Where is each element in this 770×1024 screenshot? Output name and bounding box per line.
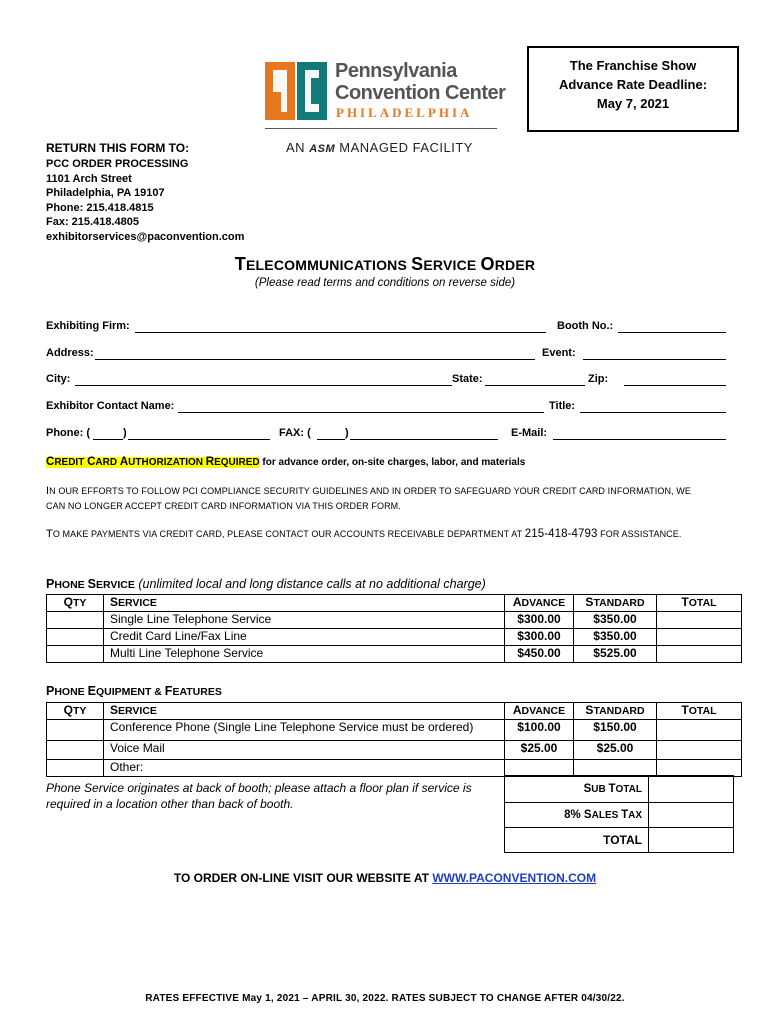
contact-name-field[interactable] xyxy=(178,400,544,413)
heading-part: ERVICE xyxy=(95,579,135,591)
document-title xyxy=(0,254,770,275)
heading-part: HONE xyxy=(54,579,88,591)
payment-contact-paragraph xyxy=(46,527,696,542)
phone-equipment-table xyxy=(46,702,742,777)
standard-header xyxy=(574,703,657,720)
hdr-part: Q xyxy=(63,595,73,609)
return-line: Philadelphia, PA 19107 xyxy=(46,187,165,199)
service-header xyxy=(104,595,505,612)
return-form-title: RETURN THIS FORM TO: xyxy=(46,141,190,155)
standard-header xyxy=(574,595,657,612)
fax-paren-close: ) xyxy=(345,427,349,439)
para-text: N OUR EFFORTS TO FOLLOW PCI COMPLIANCE SECURITY GUIDELINES AND IN ORDER TO SAFEGUARD YOUR CREDIT CARD INFORMATION, WE CAN NO LONGER ACCEPT CREDIT CARD INFORMATION VIA THIS ORDER FORM. xyxy=(46,486,691,511)
hdr-part: ERVICE xyxy=(118,597,157,609)
state-field[interactable] xyxy=(485,373,585,386)
hdr-part: T xyxy=(681,595,689,609)
subtotal-label xyxy=(505,776,649,803)
website-link[interactable]: WWW.PACONVENTION.COM xyxy=(432,871,597,885)
label-part: ALES xyxy=(591,810,622,821)
title-field[interactable] xyxy=(580,400,726,413)
hdr-part: S xyxy=(110,595,119,609)
phone-number-field[interactable] xyxy=(128,427,270,440)
booth-no-field[interactable] xyxy=(618,320,726,333)
total-header xyxy=(657,703,742,720)
tax-row xyxy=(505,803,734,828)
heading-part: F xyxy=(164,684,173,698)
hdr-part: DVANCE xyxy=(521,597,566,609)
sales-tax-label xyxy=(505,803,649,828)
advance-price: $100.00 xyxy=(505,720,574,741)
credit-part: R xyxy=(205,456,215,468)
deadline-show-name: The Franchise Show xyxy=(569,58,697,73)
qty-cell[interactable] xyxy=(47,741,104,760)
hdr-part: Q xyxy=(63,703,73,717)
table-row xyxy=(47,760,742,777)
advance-price: $300.00 xyxy=(505,612,574,629)
heading-part: S xyxy=(87,577,96,591)
total-header xyxy=(657,595,742,612)
credit-notice-rest: for advance order, on-site charges, labor, and materials xyxy=(259,457,526,468)
qty-cell[interactable] xyxy=(47,720,104,741)
asm-mark: ASM xyxy=(309,143,336,155)
hdr-part: TANDARD xyxy=(593,597,645,609)
standard-price: $350.00 xyxy=(574,629,657,646)
credit-part: A xyxy=(119,456,129,468)
standard-price: $525.00 xyxy=(574,646,657,663)
phone-area-code-field[interactable] xyxy=(93,427,123,440)
para-initial: I xyxy=(46,485,50,497)
advance-price[interactable] xyxy=(505,760,574,777)
exhibiting-firm-field[interactable] xyxy=(135,320,546,333)
hdr-part: TY xyxy=(72,705,87,717)
title-part: ELECOMMUNICATIONS xyxy=(246,257,412,273)
label-part: 8% S xyxy=(564,809,592,821)
equipment-name: Other: xyxy=(104,760,505,777)
hdr-part: S xyxy=(585,595,594,609)
advance-price: $25.00 xyxy=(505,741,574,760)
return-line: PCC ORDER PROCESSING xyxy=(46,158,189,170)
logo-line-1: Pennsylvania xyxy=(335,60,457,82)
heading-part: P xyxy=(46,577,55,591)
para-initial: T xyxy=(46,528,53,540)
zip-field[interactable] xyxy=(624,373,726,386)
credit-part: C xyxy=(87,456,96,468)
zip-label: Zip: xyxy=(588,373,609,385)
qty-header xyxy=(47,595,104,612)
label-part: S xyxy=(583,783,592,795)
managed-suffix: MANAGED FACILITY xyxy=(339,140,473,155)
email-label: E-Mail: xyxy=(511,427,548,439)
city-label: City: xyxy=(46,373,71,385)
table-row xyxy=(47,646,742,663)
service-name: Multi Line Telephone Service xyxy=(104,646,505,663)
table-row xyxy=(47,612,742,629)
hdr-part: T xyxy=(681,703,689,717)
hdr-part: OTAL xyxy=(688,705,717,717)
equipment-name: Conference Phone (Single Line Telephone Service must be ordered) xyxy=(104,720,505,741)
credit-card-required-highlight xyxy=(46,457,260,468)
heading-part: E xyxy=(87,684,96,698)
credit-card-notice xyxy=(46,456,525,468)
online-order-text: TO ORDER ON-LINE VISIT OUR WEBSITE AT xyxy=(173,871,433,885)
event-label: Event: xyxy=(542,347,576,359)
credit-part: C xyxy=(46,456,55,468)
hdr-part: S xyxy=(585,703,594,717)
advance-price: $300.00 xyxy=(505,629,574,646)
qty-header xyxy=(47,703,104,720)
managed-facility-tagline xyxy=(286,140,473,155)
phone-equipment-heading xyxy=(46,684,222,698)
service-name: Single Line Telephone Service xyxy=(104,612,505,629)
fax-number-field[interactable] xyxy=(350,427,498,440)
return-email: exhibitorservices@paconvention.com xyxy=(46,230,245,243)
table-row xyxy=(47,741,742,760)
label-part: T xyxy=(621,809,629,821)
heading-part: P xyxy=(46,684,55,698)
return-address xyxy=(46,157,244,244)
credit-part: ARD xyxy=(95,457,120,468)
hdr-part: A xyxy=(512,703,522,717)
standard-price: $150.00 xyxy=(574,720,657,741)
table-header-row xyxy=(47,703,742,720)
title-part: ERVICE xyxy=(423,257,481,273)
service-name: Credit Card Line/Fax Line xyxy=(104,629,505,646)
total-cell[interactable] xyxy=(657,646,742,663)
address-field[interactable] xyxy=(95,347,535,360)
pcc-logo-icon xyxy=(265,62,327,120)
grand-total-value[interactable] xyxy=(649,828,734,853)
phone-label: Phone: ( xyxy=(46,427,90,439)
exhibiting-firm-label: Exhibiting Firm: xyxy=(46,320,130,332)
hdr-part: OTAL xyxy=(688,597,717,609)
qty-cell[interactable] xyxy=(47,760,104,777)
return-line: Phone: 215.418.4815 xyxy=(46,201,154,214)
pci-compliance-paragraph xyxy=(46,484,696,514)
heading-part: EATURES xyxy=(172,686,222,698)
logo-line-3: PHILADELPHIA xyxy=(336,105,473,120)
equipment-name: Voice Mail xyxy=(104,741,505,760)
fax-label: FAX: ( xyxy=(279,427,311,439)
qty-cell[interactable] xyxy=(47,612,104,629)
contact-name-label: Exhibitor Contact Name: xyxy=(46,400,175,412)
online-order-line xyxy=(0,871,770,885)
sales-tax-value[interactable] xyxy=(649,803,734,828)
standard-price xyxy=(574,760,657,777)
standard-price: $25.00 xyxy=(574,741,657,760)
credit-part: UTHORIZATION xyxy=(128,457,206,468)
subtotal-row xyxy=(505,776,734,803)
title-part: T xyxy=(234,254,246,274)
phone-service-note: (unlimited local and long distance calls at no additional charge) xyxy=(138,577,486,591)
table-row xyxy=(47,629,742,646)
total-cell[interactable] xyxy=(657,741,742,760)
email-field[interactable] xyxy=(553,427,726,440)
para-text: O MAKE PAYMENTS VIA CREDIT CARD, PLEASE CONTACT OUR ACCOUNTS RECEIVABLE DEPARTMENT AT xyxy=(52,529,525,539)
deadline-date: May 7, 2021 xyxy=(596,96,670,111)
booth-no-label: Booth No.: xyxy=(557,320,614,332)
return-line: Fax: 215.418.4805 xyxy=(46,216,139,228)
subtotal-value[interactable] xyxy=(649,776,734,803)
title-part: O xyxy=(480,254,495,274)
advance-header xyxy=(505,595,574,612)
rates-footer: RATES EFFECTIVE May 1, 2021 – APRIL 30, 2022. RATES SUBJECT TO CHANGE AFTER 04/30/22. xyxy=(145,993,625,1004)
phone-paren-close: ) xyxy=(123,427,127,439)
total-cell[interactable] xyxy=(657,720,742,741)
phone-service-heading xyxy=(46,577,486,591)
heading-part: QUIPMENT & xyxy=(95,686,165,698)
total-row xyxy=(505,828,734,853)
para-text: FOR ASSISTANCE. xyxy=(597,529,682,539)
hdr-part: A xyxy=(512,595,522,609)
advance-header xyxy=(505,703,574,720)
label-part: OTAL xyxy=(615,784,642,795)
label-part: AX xyxy=(628,810,642,821)
totals-table xyxy=(504,775,734,853)
advance-price: $450.00 xyxy=(505,646,574,663)
hdr-part: S xyxy=(110,703,119,717)
grand-total-label: TOTAL xyxy=(505,828,649,853)
deadline-box xyxy=(527,46,739,132)
logo-line-2: Convention Center xyxy=(335,82,506,104)
phone-service-origin-note: Phone Service originates at back of booth; please attach a floor plan if service is required in a location other than back of booth. xyxy=(46,781,472,811)
fax-area-code-field[interactable] xyxy=(317,427,345,440)
service-header xyxy=(104,703,505,720)
credit-part: EQUIRED xyxy=(214,457,260,468)
hdr-part: ERVICE xyxy=(118,705,157,717)
standard-price: $350.00 xyxy=(574,612,657,629)
qty-cell[interactable] xyxy=(47,646,104,663)
table-row xyxy=(47,720,742,741)
accounts-receivable-phone: 215-418-4793 xyxy=(524,528,598,540)
document-subtitle: (Please read terms and conditions on reverse side) xyxy=(254,277,516,289)
logo-divider xyxy=(265,128,497,129)
address-label: Address: xyxy=(46,347,94,359)
label-part: T xyxy=(608,783,616,795)
heading-part: HONE xyxy=(54,686,88,698)
city-field[interactable] xyxy=(75,373,452,386)
credit-part: REDIT xyxy=(54,457,88,468)
hdr-part: TANDARD xyxy=(593,705,645,717)
managed-prefix: AN xyxy=(286,140,306,155)
total-cell[interactable] xyxy=(657,760,742,777)
phone-service-table xyxy=(46,594,742,663)
state-label: State: xyxy=(452,373,483,385)
total-cell[interactable] xyxy=(657,629,742,646)
table-header-row xyxy=(47,595,742,612)
return-line: 1101 Arch Street xyxy=(46,172,132,185)
hdr-part: DVANCE xyxy=(521,705,566,717)
total-cell[interactable] xyxy=(657,612,742,629)
event-field[interactable] xyxy=(583,347,726,360)
title-part: S xyxy=(411,254,424,274)
title-part: RDER xyxy=(494,257,536,273)
hdr-part: TY xyxy=(72,597,87,609)
qty-cell[interactable] xyxy=(47,629,104,646)
title-label: Title: xyxy=(549,400,576,412)
deadline-label: Advance Rate Deadline: xyxy=(558,77,708,92)
label-part: UB xyxy=(591,784,609,795)
